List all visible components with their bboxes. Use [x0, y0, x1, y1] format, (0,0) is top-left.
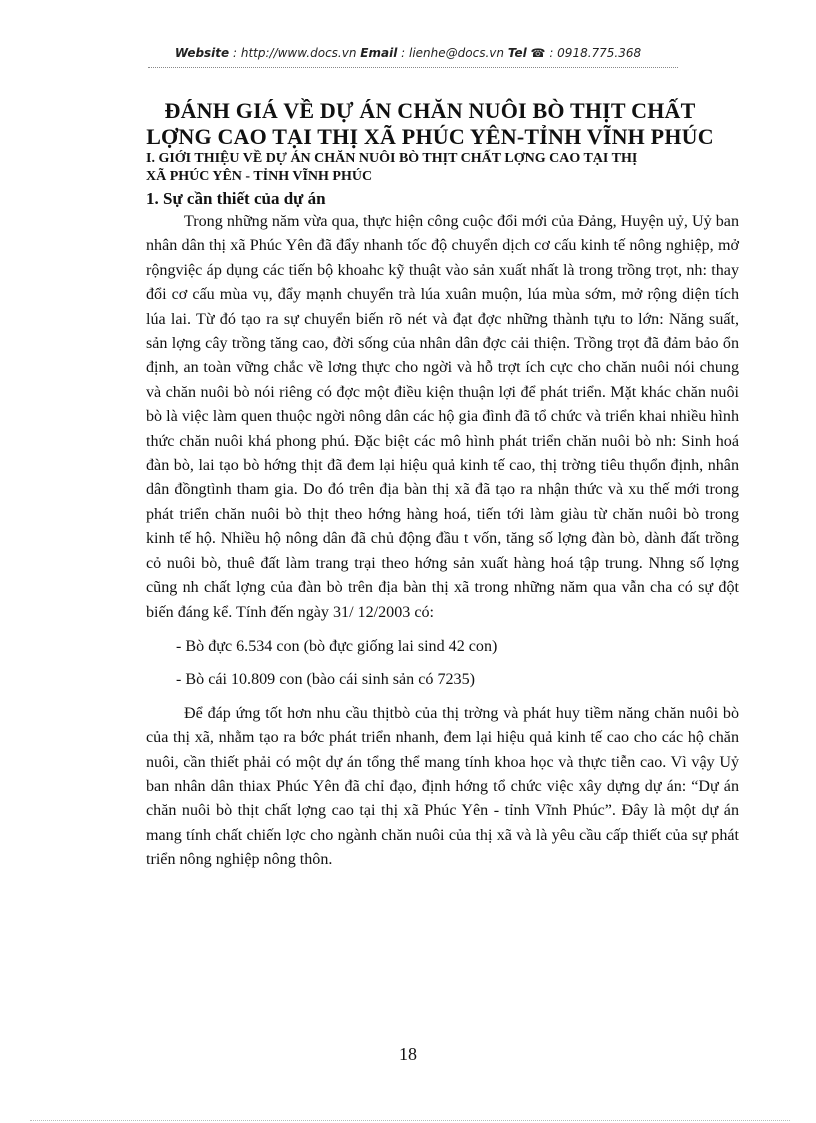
website-value[interactable]: : http://www.docs.vn [233, 46, 357, 60]
section-line-2: XÃ PHÚC YÊN - TỈNH VĨNH PHÚC [146, 169, 373, 184]
bullet-item-2: - Bò cái 10.809 con (bào cái sinh sản có 7235) [176, 671, 475, 689]
paragraph-1: Trong những năm vừa qua, thực hiện công cuộc đổi mới của Đảng, Huyện uỷ, Uỷ ban nhân dân thị xã Phúc Yên đã đẩy nhanh tốc độ chuyển dịch cơ cấu kinh tế nông nghiệp, mở rộngviệc áp dụng các tiến bộ khoahc kỹ thuật vào sản xuất nhất là trong trồng trọt, nh: thay đổi cơ cấu mùa vụ, đẩy mạnh chuyển trà lúa xuân muộn, lúa mùa sớm, mở rộng diện tích lúa lai. Từ đó tạo ra sự chuyển biến rõ nét và đạt đợc những thành tựu to lớn: Năng suất, sản lợng cây trồng tăng cao, đời sống của nhân dân đợc cải thiện. Trồng trọt đã đảm bảo ổn định, an toàn vững chắc về lơng thực cho ngời và hỗ trợt ích cực cho chăn nuôi nói chung và chăn nuôi bò nói riêng có đợc một điều kiện thuận lợi để phát triển. Mặt khác chăn nuôi bò là việc làm quen thuộc ngời nông dân các hộ gia đình đã tổ chức và triển khai nhiều hình thức chăn nuôi khá phong phú. Đặc biệt các mô hình phát triển chăn nuôi bò nh: Sinh hoá đàn bò, lai tạo bò hớng thịt đã đem lại hiệu quả kinh tế cao, thị trờng tiêu thụổn định, nhân dân đồngtình tham gia. Do đó trên địa bàn thị xã đã tạo ra nhận thức và xu thế mới trong phát triển chăn nuôi bò thịt theo hớng hàng hoá, tiến tới làm giàu từ chăn nuôi bò trong kinh tế hộ. Nhiều hộ nông dân đã chủ động đầu t vốn, tăng số lợng đàn bò, dành đất trồng cỏ nuôi bò, thuê đất làm trang trại theo hớng sản xuất hàng hoá tập trung. Nhng số lợng cũng nh chất lợng của đàn bò trên địa bàn thị xã trong những năm qua vẫn cha có sự đột biến đáng kể. Tính đến ngày 31/ 12/2003 có: [146, 213, 739, 621]
title-line-2: LỢNG CAO TẠI THỊ XÃ PHÚC YÊN-TỈNH VĨNH PHÚC [146, 124, 714, 149]
email-value[interactable]: : lienhe@docs.vn [401, 46, 504, 60]
bullet-item-1: - Bò đực 6.534 con (bò đực giống lai sind 42 con) [176, 637, 498, 655]
page-number: 18 [399, 1044, 417, 1064]
subsection-heading: 1. Sự cần thiết của dự án [146, 189, 326, 208]
header-divider [148, 67, 678, 68]
page-header [0, 46, 816, 60]
website-label: Website [174, 46, 230, 60]
title-line-1: ĐÁNH GIÁ VỀ DỰ ÁN CHĂN NUÔI BÒ THỊT CHẤT [164, 98, 696, 123]
section-line-1: I. GIỚI THIỆU VỀ DỰ ÁN CHĂN NUÔI BÒ THỊT CHẤT LỢNG CAO TẠI THỊ [146, 151, 638, 166]
section-heading [146, 150, 706, 186]
paragraph-2: Để đáp ứng tốt hơn nhu cầu thịtbò của thị trờng và phát huy tiềm năng chăn nuôi bò của thị xã, nhằm tạo ra bớc phát triển nhanh, đem lại hiệu quả kinh tế cao cho các hộ chăn nuôi, cần thiết phải có một dự án tổng thể mang tính khoa học và thực tiễn cao. Vì vậy Uỷ ban nhân dân thiax Phúc Yên đã chỉ đạo, định hớng tổ chức việc xây dựng dự án: “Dự án chăn nuôi bò thịt chất lợng cao tại thị xã Phúc Yên - tỉnh Vĩnh Phúc”. Đây là một dự án mang tính chất chiến lợc cho ngành chăn nuôi của thị xã và là yêu cầu cấp thiết của sự phát triển nông nghiệp nông thôn. [146, 704, 739, 869]
document-title [120, 98, 740, 150]
tel-value: : 0918.775.368 [549, 46, 642, 60]
footer-divider [30, 1120, 790, 1121]
email-label: Email [360, 46, 398, 60]
tel-label: Tel [507, 46, 527, 60]
phone-icon: ☎ [530, 46, 546, 60]
body-text [146, 210, 739, 873]
